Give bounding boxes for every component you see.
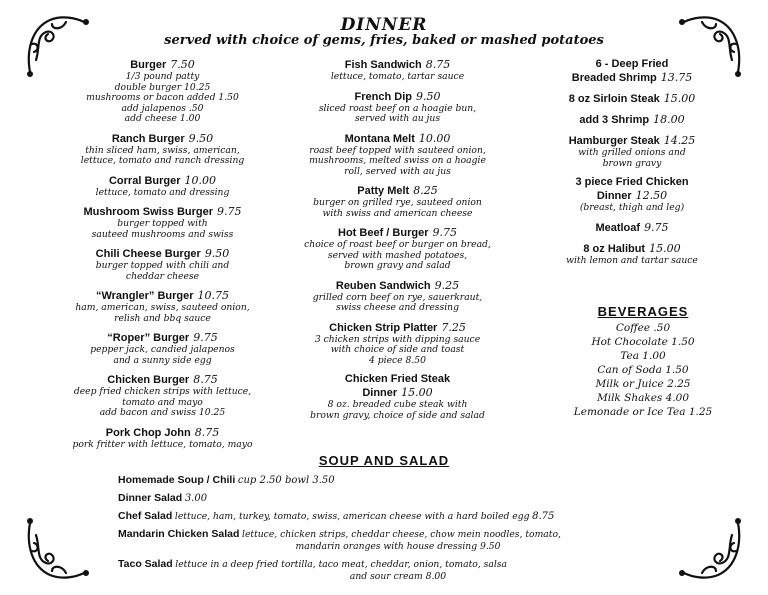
column-burgers <box>50 58 275 457</box>
soup-salad-name: Dinner Salad <box>118 492 183 504</box>
beverage-item: Milk Shakes 4.00 <box>596 392 690 404</box>
soup-salad-row <box>118 510 678 523</box>
menu-item-name: Chicken Strip Platter <box>329 321 438 334</box>
soup-salad-name: Mandarin Chicken Salad <box>118 528 240 540</box>
menu-item-name: 8 oz Halibut <box>583 242 646 255</box>
menu-item-description: roast beef topped with sauteed onion, mushrooms, melted swiss on a hoagie roll, served with au jus <box>309 144 486 177</box>
menu-item-price: 7.25 <box>441 320 466 334</box>
menu-item-price: 12.50 <box>635 189 668 202</box>
menu-item-description: 1/3 pound patty double burger 10.25 mushrooms or bacon added 1.50 add jalapenos .50 add cheese 1.00 <box>86 71 239 124</box>
menu-item-price: 9.50 <box>204 247 230 260</box>
menu-item-name-line <box>280 58 515 72</box>
menu-item <box>532 242 732 267</box>
menu-item-name-line <box>280 226 515 240</box>
menu-item-name-line <box>280 373 515 400</box>
menu-item <box>280 226 515 272</box>
menu-item-name: Chili Cheese Burger <box>95 248 201 260</box>
menu-item-description: lettuce, tomato, tartar sauce <box>330 71 465 82</box>
menu-item-name: Chicken Fried Steak Dinner <box>344 373 451 399</box>
menu-item-name: Mushroom Swiss Burger <box>83 206 214 218</box>
menu-item-price: 10.00 <box>418 131 451 145</box>
menu-item <box>280 90 515 125</box>
menu-item <box>280 321 515 367</box>
beverage-item: Coffee .50 <box>615 322 671 334</box>
column-sandwiches <box>280 58 515 428</box>
menu-subtitle: served with choice of gems, fries, baked or mashed potatoes <box>164 33 604 48</box>
beverages-section <box>548 304 738 419</box>
menu-item <box>50 289 275 324</box>
menu-item-name-line <box>50 174 275 188</box>
menu-item-name: Pork Chop John <box>105 426 191 439</box>
menu-item-name: Hot Beef / Burger <box>338 227 429 239</box>
soup-salad-description: lettuce in a deep fried tortilla, taco meat, cheddar, onion, tomato, salsa <box>175 559 507 570</box>
menu-item-name: 8 oz Sirloin Steak <box>568 93 660 105</box>
menu-item-name: Chicken Burger <box>107 374 190 386</box>
menu-item <box>532 58 732 85</box>
menu-item-description: grilled corn beef on rye, sauerkraut, swiss cheese and dressing <box>312 291 483 313</box>
soup-salad-name: Chef Salad <box>118 510 173 522</box>
menu-item-price: 15.00 <box>663 92 696 105</box>
menu-item-name: 6 - Deep Fried Breaded Shrimp <box>571 58 669 84</box>
menu-item-price: 9.50 <box>415 89 441 103</box>
menu-item <box>50 174 275 199</box>
menu-item <box>280 132 515 178</box>
menu-item <box>532 113 732 127</box>
soup-salad-heading: SOUP AND SALAD <box>318 453 450 468</box>
soup-salad-list <box>118 474 678 588</box>
menu-item-description: ham, american, swiss, sauteed onion, relish and bbq sauce <box>75 302 250 324</box>
soup-salad-price: cup 2.50 bowl 3.50 <box>237 475 335 486</box>
menu-item-name: Burger <box>130 59 167 71</box>
menu-item-price: 15.00 <box>649 241 681 255</box>
menu-item <box>50 373 275 419</box>
menu-item-price: 9.50 <box>188 131 214 145</box>
beverage-item: Milk or Juice 2.25 <box>595 378 691 390</box>
menu-item-price: 9.75 <box>217 205 242 218</box>
menu-item <box>532 92 732 106</box>
menu-item-name-line <box>280 279 515 293</box>
menu-item <box>280 58 515 83</box>
menu-item-name: Patty Melt <box>357 185 410 197</box>
menu-item-name-line <box>50 331 275 345</box>
menu-item-price: 13.75 <box>660 71 693 84</box>
beverage-item: Can of Soda 1.50 <box>597 364 689 376</box>
menu-item-price: 8.75 <box>194 425 220 439</box>
menu-item-name-line <box>532 58 732 85</box>
menu-item-price: 8.75 <box>193 373 218 386</box>
soup-salad-price: 8.75 <box>532 511 555 522</box>
beverage-item: Tea 1.00 <box>620 350 666 362</box>
menu-item-name-line <box>532 221 732 235</box>
menu-item-price: 18.00 <box>653 113 685 126</box>
menu-item-price: 9.75 <box>432 226 457 239</box>
menu-item-price: 10.00 <box>184 173 217 187</box>
menu-item-name: Hamburger Steak <box>568 135 660 147</box>
menu-item <box>50 331 275 366</box>
menu-item-name-line <box>532 113 732 127</box>
menu-item-price: 8.75 <box>425 58 451 71</box>
soup-salad-row <box>118 474 678 487</box>
menu-item-name-line <box>280 321 515 335</box>
menu-item-name: “Wrangler” Burger <box>95 290 194 302</box>
beverage-item: Lemonade or Ice Tea 1.25 <box>573 406 713 418</box>
menu-title: DINNER <box>340 15 428 35</box>
soup-salad-row <box>118 528 678 553</box>
menu-item-name-line <box>50 373 275 387</box>
menu-item-price: 15.00 <box>401 386 433 399</box>
soup-salad-name: Homemade Soup / Chili <box>118 474 236 486</box>
menu-item-name: “Roper” Burger <box>107 332 190 344</box>
menu-item-description: pepper jack, candied jalapenos and a sunny side egg <box>90 344 235 366</box>
menu-item-name-line <box>532 176 732 203</box>
menu-item-description: deep fried chicken strips with lettuce, tomato and mayo add bacon and swiss 10.25 <box>73 386 252 418</box>
beverage-item: Hot Chocolate 1.50 <box>591 336 695 348</box>
menu-item-name: Fish Sandwich <box>344 59 422 71</box>
menu-item-description: thin sliced ham, swiss, american, lettuce, tomato and ranch dressing <box>80 144 245 166</box>
menu-item-description: 8 oz. breaded cube steak with brown gravy, choice of side and salad <box>310 399 485 421</box>
menu-item <box>50 205 275 240</box>
menu-item-description: burger on grilled rye, sauteed onion with swiss and american cheese <box>313 197 482 219</box>
menu-item <box>280 184 515 219</box>
menu-item-price: 14.25 <box>663 134 696 147</box>
beverages-heading: BEVERAGES <box>597 304 689 319</box>
menu-item-price: 9.75 <box>644 220 669 234</box>
menu-item-name-line <box>50 58 275 72</box>
menu-item-name: Reuben Sandwich <box>335 279 431 292</box>
soup-salad-row <box>118 558 678 583</box>
menu-item-name-line <box>50 132 275 146</box>
menu-item-description: sliced roast beef on a hoagie bun, served with au jus <box>318 102 477 124</box>
menu-item <box>532 134 732 169</box>
menu-item <box>532 176 732 214</box>
menu-item-name-line <box>532 134 732 148</box>
menu-item <box>532 221 732 235</box>
menu-item-description: with lemon and tartar sauce <box>566 254 698 266</box>
menu-item-price: 8.25 <box>413 184 438 197</box>
menu-item-description: choice of roast beef or burger on bread, served with mashed potatoes, brown gravy and salad <box>304 239 491 271</box>
menu-item-description: lettuce, tomato and dressing <box>95 186 230 198</box>
menu-item-name: Montana Melt <box>344 132 415 145</box>
soup-salad-description-continued: mandarin oranges with house dressing 9.50 <box>295 541 501 552</box>
menu-item-name-line <box>280 90 515 104</box>
soup-salad-description-continued: and sour cream 8.00 <box>349 571 447 582</box>
menu-item-description: 3 chicken strips with dipping sauce with choice of side and toast 4 piece 8.50 <box>314 333 481 366</box>
soup-salad-row <box>118 492 678 505</box>
menu-item-name: French Dip <box>354 90 412 103</box>
menu-item-name: add 3 Shrimp <box>579 114 650 126</box>
menu-item <box>280 279 515 314</box>
menu-item-description: burger topped with sauteed mushrooms and swiss <box>91 218 234 240</box>
menu-item <box>50 247 275 282</box>
menu-item-name-line <box>50 247 275 261</box>
menu-item-name-line <box>280 184 515 198</box>
menu-item-description: pork fritter with lettuce, tomato, mayo <box>72 438 253 450</box>
menu-item <box>50 132 275 167</box>
menu-item-price: 9.75 <box>193 331 218 344</box>
menu-item-name-line <box>50 426 275 440</box>
menu-item-name-line <box>280 132 515 146</box>
menu-item <box>50 426 275 451</box>
column-entrees <box>532 58 732 273</box>
menu-item-price: 9.25 <box>434 278 460 292</box>
menu-item-name-line <box>532 242 732 256</box>
soup-salad-name: Taco Salad <box>118 558 173 570</box>
corner-ornament-bottom-right <box>676 515 746 585</box>
soup-salad-description: lettuce, ham, turkey, tomato, swiss, american cheese with a hard boiled egg <box>174 511 530 522</box>
menu-item-description: (breast, thigh and leg) <box>579 202 685 213</box>
menu-item <box>50 58 275 125</box>
menu-item-name-line <box>532 92 732 106</box>
soup-salad-description: lettuce, chicken strips, cheddar cheese, chow mein noodles, tomato, <box>242 529 561 540</box>
menu-item-name-line <box>50 289 275 303</box>
menu-item <box>280 373 515 421</box>
menu-item-name-line <box>50 205 275 219</box>
menu-item-name: Ranch Burger <box>111 132 185 145</box>
menu-item-name: Corral Burger <box>108 174 181 187</box>
soup-salad-price: 3.00 <box>184 493 208 504</box>
menu-item-description: burger topped with chili and cheddar cheese <box>95 260 230 282</box>
menu-item-name: 3 piece Fried Chicken Dinner <box>575 176 689 202</box>
menu-item-price: 10.75 <box>197 289 230 302</box>
menu-item-name: Meatloaf <box>595 221 641 234</box>
menu-item-description: with grilled onions and brown gravy <box>578 147 686 169</box>
menu-item-price: 7.50 <box>170 58 195 71</box>
corner-ornament-bottom-left <box>22 515 92 585</box>
